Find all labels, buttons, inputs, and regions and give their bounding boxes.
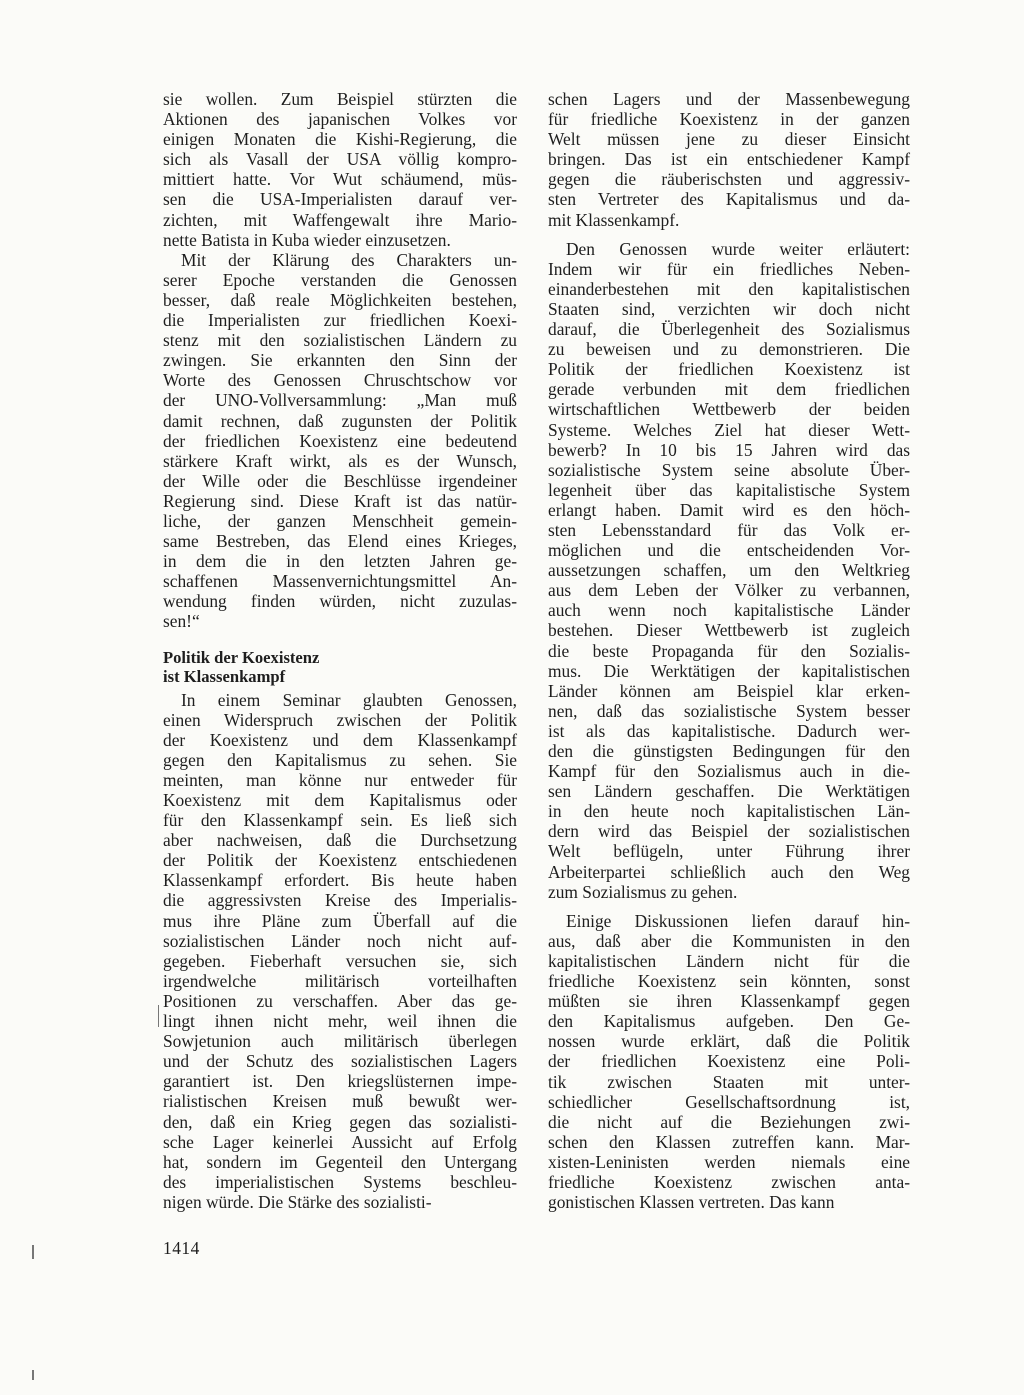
text-line: legenheit über das kapitalistische System (548, 479, 910, 500)
text-line: damit rechnen, daß zugunsten der Politik (163, 410, 517, 431)
text-line: für friedliche Koexistenz in der ganzen (548, 109, 910, 130)
text-line: die nicht auf die Beziehungen zwi- (548, 1111, 910, 1132)
text-line: zichten, mit Waffengewalt ihre Mario- (163, 209, 517, 230)
text-line: der friedlichen Koexistenz eine Poli- (548, 1051, 910, 1072)
text-line: bewerb? In 10 bis 15 Jahren wird das (548, 439, 910, 460)
section-heading-line-1: Politik der Koexistenz (163, 647, 320, 667)
text-line: mit Klassenkampf. (548, 209, 680, 230)
text-line: die aggressivsten Kreise des Imperialis- (163, 890, 517, 911)
text-line: sen die USA-Imperialisten darauf ver- (163, 189, 517, 210)
text-line: garantiert ist. Den kriegslüsternen impe- (163, 1071, 517, 1092)
text-line: dern wird das Beispiel der sozialistischen (548, 821, 910, 842)
section-heading (163, 648, 517, 686)
text-line: xisten-Leninisten werden niemals eine (548, 1151, 910, 1172)
left-paragraph-3 (163, 690, 517, 1212)
text-line: Sowjetunion auch militärisch überlegen (163, 1031, 517, 1052)
text-line: Positionen zu verschaffen. Aber das ge- (163, 990, 517, 1011)
text-line: liche, der ganzen Menschheit gemein- (163, 510, 517, 531)
text-line: möglichen und die entscheidenden Vor- (548, 540, 910, 561)
text-line: same Bestreben, das Elend eines Krieges, (163, 531, 517, 552)
text-line: einanderbestehen mit den kapitalistischen (548, 278, 910, 299)
text-line: darauf, die Überlegenheit des Sozialismus (548, 319, 910, 340)
text-line: Klassenkampf erfordert. Bis heute haben (163, 870, 517, 891)
text-line: die Imperialisten zur friedlichen Koexi- (163, 310, 517, 331)
text-line: friedliche Koexistenz zwischen anta- (548, 1171, 910, 1192)
text-line: den, daß ein Krieg gegen das sozialisti- (163, 1111, 517, 1132)
text-line: müßten sie ihren Klassenkampf gegen (548, 991, 910, 1012)
text-line: bringen. Das ist ein entschiedener Kampf (548, 149, 910, 170)
text-line: friedliche Koexistenz sein könnten, sonst (548, 971, 910, 992)
page-number: 1414 (163, 1238, 200, 1258)
right-paragraph-3 (548, 911, 910, 1212)
left-paragraph-1 (163, 89, 517, 250)
text-line: meinten, man könne nur entweder für (163, 769, 517, 790)
text-line: rialistischen Kreisen muß bewußt wer- (163, 1091, 517, 1112)
text-line: gegen den Kapitalismus zu sehen. Sie (163, 749, 517, 770)
text-line: den Kapitalismus aufgeben. Den Ge- (548, 1011, 910, 1032)
text-line: sie wollen. Zum Beispiel stürzten die (163, 89, 517, 109)
text-line: serer Epoche verstanden die Genossen (163, 269, 517, 290)
text-line: sten Vertreter des Kapitalismus und da- (548, 189, 910, 210)
text-line: sten Lebensstandard für das Volk er- (548, 519, 910, 540)
text-line: den die günstigsten Bedingungen für den (548, 741, 910, 761)
text-line: irgendwelche militärisch vorteilhaften (163, 970, 517, 991)
text-line: nette Batista in Kuba wieder einzusetzen. (163, 229, 451, 250)
text-line: Worte des Genossen Chruschtschow vor (163, 370, 517, 391)
text-line: Systeme. Welches Ziel hat dieser Wett- (548, 419, 910, 440)
text-line: der Koexistenz und dem Klassenkampf (163, 729, 517, 750)
text-line: Kampf für den Sozialismus auch in die- (548, 761, 910, 782)
right-column (548, 89, 910, 1212)
left-paragraph-2 (163, 250, 517, 632)
text-line: mus ihre Pläne zum Überfall auf die (163, 910, 517, 931)
scan-mark (158, 1005, 159, 1027)
text-line: lingt ihnen nicht mehr, weil ihnen die (163, 1011, 517, 1032)
text-line: in den heute noch kapitalistischen Län- (548, 801, 910, 822)
text-line: gonistischen Klassen vertreten. Das kann (548, 1192, 835, 1213)
text-line: zu beweisen und zu demonstrieren. Die (548, 339, 910, 360)
text-line: aus, daß aber die Kommunisten in den (548, 930, 910, 951)
text-line: aber nachweisen, daß die Durchsetzung (163, 830, 517, 851)
text-line: Einige Diskussionen liefen darauf hin- (566, 910, 910, 931)
text-line: des imperialistischen Systems beschleu- (163, 1171, 517, 1192)
scan-mark (32, 1370, 34, 1380)
text-line: gegen die räuberischsten und aggressiv- (548, 169, 910, 190)
text-line: Welt müssen jene zu dieser Einsicht (548, 129, 910, 150)
right-paragraph-1 (548, 89, 910, 230)
text-line: gerade verbunden mit dem friedlichen (548, 379, 910, 400)
text-line: nen, daß das sozialistische System besser (548, 700, 910, 721)
text-line: sich als Vasall der USA völlig kompro- (163, 149, 517, 170)
text-line: zwingen. Sie erkannten den Sinn der (163, 350, 517, 371)
text-line: mus. Die Werktätigen der kapitalistischen (548, 660, 910, 681)
text-line: stenz mit den sozialistischen Ländern zu (163, 330, 517, 351)
text-line: einen Widerspruch zwischen der Politik (163, 709, 517, 730)
text-line: sozialistische System seine absolute Über- (548, 459, 910, 480)
text-line: der Wille oder die Beschlüsse irgendeiner (163, 470, 517, 491)
left-column (163, 89, 517, 1212)
text-line: einigen Monaten die Kishi-Regierung, die (163, 129, 517, 150)
text-line: nigen würde. Die Stärke des sozialisti- (163, 1191, 432, 1212)
text-line: der friedlichen Koexistenz eine bedeutend (163, 430, 517, 451)
text-line: kapitalistischen Ländern nicht für die (548, 950, 910, 971)
text-line: bestehen. Dieser Wettbewerb ist zugleich (548, 620, 910, 641)
text-line: sen!“ (163, 611, 200, 632)
text-line: sche Lager keinerlei Aussicht auf Erfolg (163, 1131, 517, 1152)
text-line: wirtschaftlichen Wettbewerb der beiden (548, 399, 910, 420)
text-line: mittiert hatte. Vor Wut schäumend, müs- (163, 169, 517, 190)
text-line: stärkere Kraft wirkt, als es der Wunsch, (163, 450, 517, 471)
text-line: die beste Propaganda für den Sozialis- (548, 640, 910, 661)
text-line: aussetzungen schaffen, um den Weltkrieg (548, 560, 910, 581)
text-line: In einem Seminar glaubten Genossen, (181, 689, 517, 710)
text-line: ist als das kapitalistische. Dadurch wer- (548, 720, 910, 741)
text-line: der Politik der Koexistenz entschiedenen (163, 850, 517, 871)
text-line: der UNO-Vollversammlung: „Man muß (163, 390, 517, 411)
text-line: sen Ländern geschaffen. Die Werktätigen (548, 781, 910, 802)
text-line: Regierung sind. Diese Kraft ist das natür- (163, 490, 517, 511)
text-line: Länder können am Beispiel klar erken- (548, 680, 910, 701)
text-line: gegeben. Fieberhaft versuchen sie, sich (163, 950, 517, 971)
text-line: nossen wurde erklärt, daß die Politik (548, 1031, 910, 1052)
text-line: Arbeiterpartei schließlich auch den Weg (548, 861, 910, 882)
text-line: sozialistischen Länder noch nicht auf- (163, 930, 517, 951)
text-line: zum Sozialismus zu gehen. (548, 881, 738, 902)
right-paragraph-2 (548, 239, 910, 902)
text-line: schen Lagers und der Massenbewegung (548, 89, 910, 109)
text-line: besser, daß reale Möglichkeiten bestehen, (163, 289, 517, 310)
text-line: Den Genossen wurde weiter erläutert: (566, 238, 910, 259)
text-line: erlangt haben. Damit wird es den höch- (548, 499, 910, 520)
text-line: auch wenn noch kapitalistische Länder (548, 600, 910, 621)
text-line: wendung finden würden, nicht zuzulas- (163, 591, 517, 612)
text-line: hat, sondern im Gegenteil den Untergang (163, 1151, 517, 1172)
text-line: und der Schutz des sozialistischen Lagers (163, 1051, 517, 1072)
text-line: Politik der friedlichen Koexistenz ist (548, 359, 910, 380)
text-line: schaffenen Massenvernichtungsmittel An- (163, 571, 517, 592)
text-line: für den Klassenkampf sein. Es ließ sich (163, 810, 517, 831)
text-line: Welt beflügeln, unter Führung ihrer (548, 841, 910, 862)
text-line: Staaten sind, verzichten wir doch nicht (548, 298, 910, 319)
text-line: Koexistenz mit dem Kapitalismus oder (163, 790, 517, 810)
scan-mark (32, 1245, 34, 1259)
text-line: schen den Klassen zutreffen kann. Mar- (548, 1131, 910, 1152)
text-line: Mit der Klärung des Charakters un- (181, 249, 517, 270)
text-line: in dem die in den letzten Jahren ge- (163, 551, 517, 572)
section-heading-line-2: ist Klassenkampf (163, 666, 286, 686)
text-line: tik zwischen Staaten mit unter- (548, 1071, 910, 1092)
text-line: schiedlicher Gesellschaftsordnung ist, (548, 1091, 910, 1112)
text-line: Aktionen des japanischen Volkes vor (163, 109, 517, 130)
text-line: aus dem Leben der Völker zu verbannen, (548, 580, 910, 601)
text-line: Indem wir für ein friedliches Neben- (548, 258, 910, 279)
